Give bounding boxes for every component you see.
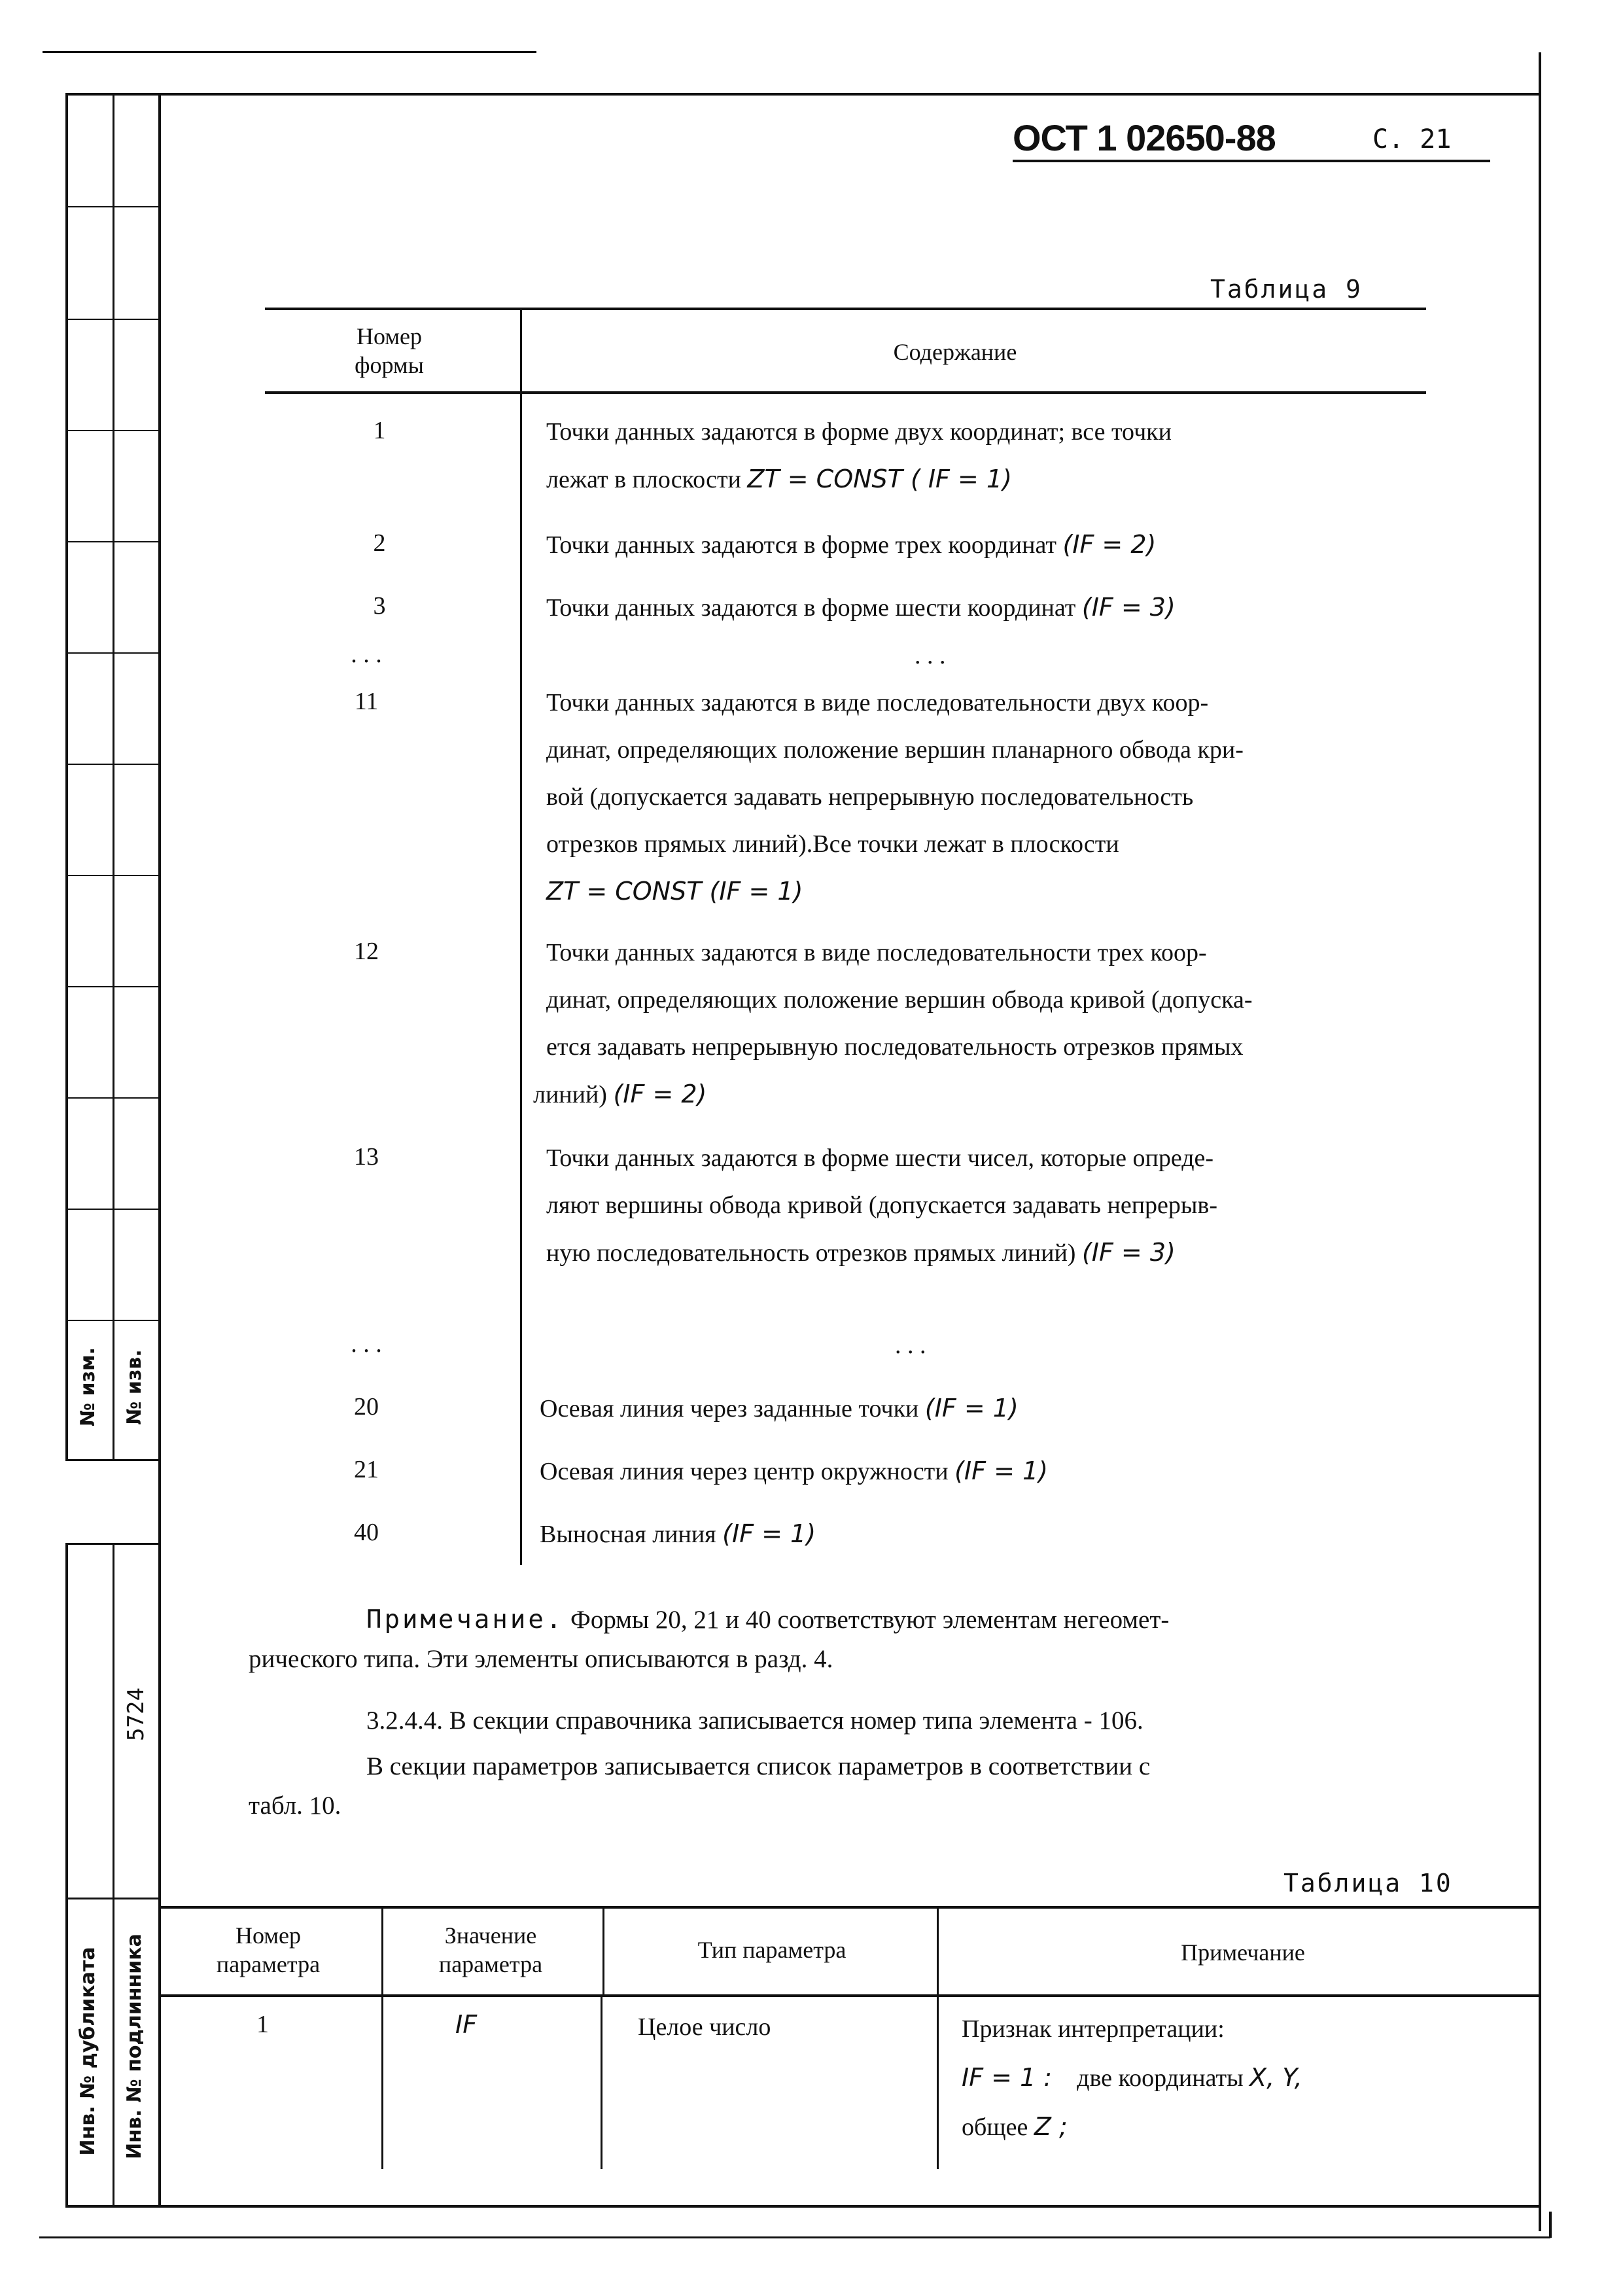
top-rule — [43, 51, 536, 53]
frame-right-outer — [1549, 2212, 1552, 2238]
t9-row-ellipsis-1-num: . . . — [351, 641, 382, 668]
t9-row-1-text: Точки данных задаются в форме двух координат; все точки лежат в плоскости ZT = CONST ( IF = 1) — [546, 418, 1172, 493]
table10-col-value: Значение параметра — [438, 1922, 543, 1977]
t9-row-40-num: 40 — [354, 1519, 379, 1546]
orig-inv-label: Инв. № подлинника — [123, 1934, 146, 2159]
table10-header-rule — [160, 1994, 1541, 1997]
frame-right — [1539, 52, 1541, 2231]
frame-top — [65, 93, 1541, 96]
t9-row-3-num: 3 — [373, 592, 386, 620]
table9-top-rule — [265, 308, 1426, 310]
t9-row-2-num: 2 — [373, 529, 386, 557]
t9-row-13-text: Точки данных задаются в форме шести чисел, которые опреде- ляют вершины обвода кривой (допускается задавать непрерыв- ную последовательность отрезков прямых линий) (IF = 3) — [546, 1144, 1218, 1267]
table9-col-number: Номер формы — [355, 323, 424, 378]
table10-div-1 — [381, 1907, 383, 2169]
strip-low-top — [65, 1543, 161, 1545]
t9-row-20-num: 20 — [354, 1393, 379, 1421]
table10-div-2b — [601, 1996, 602, 2169]
table10-caption: Таблица 10 — [1283, 1869, 1453, 1898]
t9-row-12-text: Точки данных задаются в виде последовательности трех коор- динат, определяющих положение вершин обвода кривой (допуска- ется задавать непрерывную последовательность отрезков прямых линий) (IF = 2) — [533, 939, 1253, 1108]
t9-row-21-num: 21 — [354, 1456, 379, 1483]
strip-right — [158, 93, 161, 2208]
table10-col-type: Тип параметра — [697, 1937, 846, 1963]
strip-left — [65, 93, 68, 1460]
notice-no-label: № изв. — [123, 1349, 146, 1425]
strip-upper-end — [65, 1459, 161, 1461]
t9-row-21-text: Осевая линия через центр окружности (IF = 1) — [540, 1457, 1048, 1485]
table9-col-content: Содержание — [893, 339, 1017, 365]
t9-row-ellipsis-1-text: . . . — [915, 642, 946, 669]
strip-mid — [113, 93, 114, 1460]
t10-row-1-type: Целое число — [638, 2013, 771, 2041]
dup-inv-label: Инв. № дубликата — [77, 1947, 99, 2156]
table10-div-3 — [937, 1907, 939, 2169]
table9-col-divider — [520, 309, 522, 1565]
t10-row-1-value: IF — [455, 2010, 478, 2039]
header-rule — [1013, 160, 1490, 162]
table10-col-note: Примечание — [1181, 1939, 1305, 1966]
bottom-rule — [39, 2236, 1550, 2238]
t9-row-12-num: 12 — [354, 938, 379, 965]
note: Примечание. Формы 20, 21 и 40 соответствуют элементам негеомет- рического типа. Эти элементы описываются в разд. 4. — [249, 1605, 1170, 1673]
t9-row-11-text: Точки данных задаются в виде последовательности двух коор- динат, определяющих положение вершин планарного обвода кри- вой (допускается задавать непрерывную последовательность отрезков прямых линий).Все точки лежат в плоскости ZT = CONST (IF = 1) — [546, 689, 1244, 906]
orig-inv-value: 5724 — [123, 1687, 149, 1741]
table9-header-rule — [265, 391, 1426, 394]
table10-div-2 — [602, 1907, 604, 1996]
page-number: С. 21 — [1372, 124, 1452, 154]
strip-low-left — [65, 1544, 68, 2206]
t10-row-1-note: Признак интерпретации: IF = 1 : две координаты X, Y, общее Z ; — [962, 2015, 1302, 2141]
t9-row-40-text: Выносная линия (IF = 1) — [540, 1519, 816, 1548]
t9-row-11-num: 11 — [354, 688, 379, 715]
strip-low-mid — [113, 1544, 114, 2206]
table10-top-rule — [160, 1906, 1541, 1909]
strip-low-div — [65, 1898, 161, 1899]
t9-row-2-text: Точки данных задаются в форме трех координат (IF = 2) — [546, 530, 1157, 559]
t9-row-3-text: Точки данных задаются в форме шести координат (IF = 3) — [546, 593, 1176, 622]
table9-caption: Таблица 9 — [1210, 275, 1363, 304]
change-no-label: № изм. — [77, 1347, 99, 1426]
table10-col-number: Номер параметра — [216, 1922, 321, 1977]
t9-row-ellipsis-2-num: . . . — [351, 1330, 382, 1358]
paragraph-3-2-4-4: 3.2.4.4. В секции справочника записывается номер типа элемента - 106. — [366, 1706, 1143, 1735]
t10-row-1-num: 1 — [256, 2011, 269, 2038]
t9-row-13-num: 13 — [354, 1143, 379, 1171]
frame-bottom — [65, 2205, 1541, 2208]
paragraph-params: В секции параметров записывается список параметров в соответствии с табл. 10. — [249, 1752, 1151, 1820]
document-code: ОСТ 1 02650-88 — [1013, 117, 1276, 158]
t9-row-20-text: Осевая линия через заданные точки (IF = 1) — [540, 1394, 1019, 1422]
t9-row-ellipsis-2-text: . . . — [895, 1332, 926, 1359]
t9-row-1-num: 1 — [373, 417, 386, 444]
